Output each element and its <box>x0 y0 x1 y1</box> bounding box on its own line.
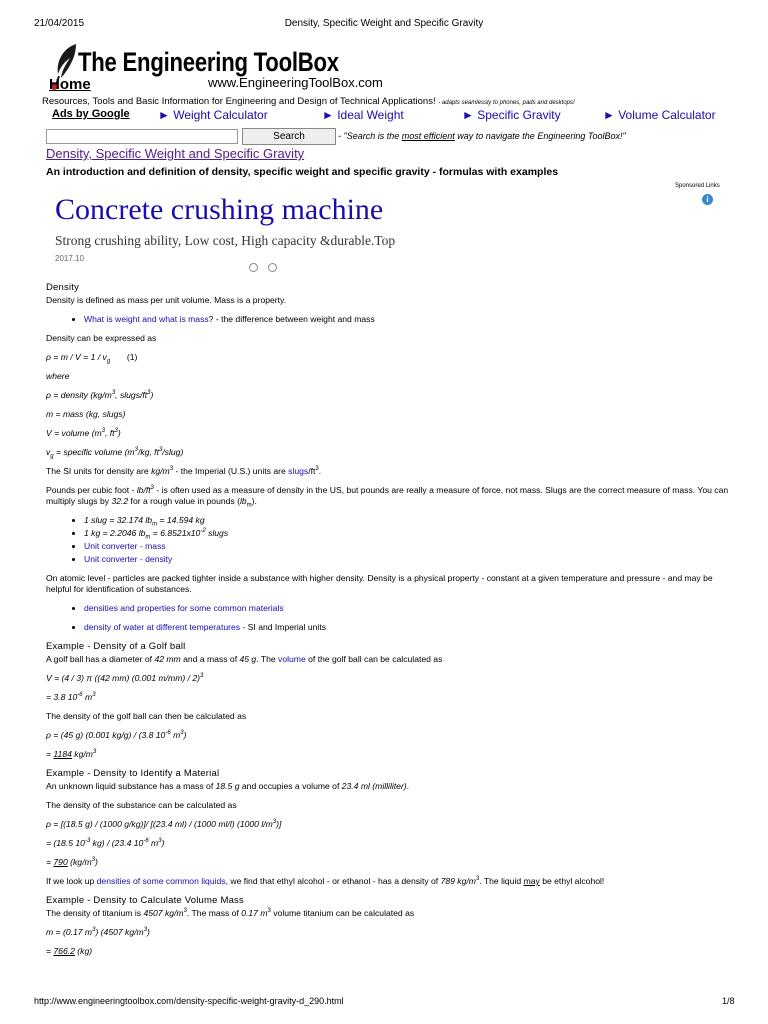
golf-density-result: = 1184 $kg/m^3$ <box>46 749 97 759</box>
nav-ideal-weight[interactable]: ► Ideal Weight <box>322 108 404 122</box>
home-link[interactable]: Home <box>49 76 91 93</box>
equation-1: $\rho = m / V = 1 / v_g$ (1) <box>46 352 138 365</box>
atomic-text: On atomic level - particles are packed tighter inside a substance with higher density. Density is a physical property - constant at a given temperature and pressure - and may be helpful for identification of substances. <box>46 573 713 594</box>
list-item <box>84 541 736 552</box>
nav-specific-gravity[interactable]: ► Specific Gravity <box>462 108 561 122</box>
identify-eq1: ρ = [(18.5 g) / (1000 g/kg)]/ [(23.4 ml) / (1000 ml/l) (1000 $l/m^3$)] <box>46 819 282 829</box>
nav-weight-calculator[interactable]: ► Weight Calculator <box>158 108 268 122</box>
tagline-note: - adapts seamlessly to phones, pads and desktops! <box>438 100 575 106</box>
site-header <box>40 42 740 94</box>
site-url: www.EngineeringToolBox.com <box>208 75 383 90</box>
link-unit-converter-density[interactable]: Unit converter - density <box>84 554 173 564</box>
list-item: • density of water at different temperatures - SI and Imperial units <box>84 622 736 633</box>
density-expressed: Density can be expressed as <box>46 333 157 343</box>
ad-info-icon[interactable]: i <box>702 194 713 205</box>
def-specific-volume: $v_g$ = specific volume ($m^3/kg$, $ft^3/slug$) <box>46 447 184 460</box>
site-tagline <box>42 96 575 107</box>
si-units-text: The SI units for density are $kg/m^3$ - the Imperial (U.S.) units are slugs/$ft^3$. <box>46 466 322 476</box>
def-mass: m = mass (kg, slugs) <box>46 409 126 419</box>
tagline-text: Resources, Tools and Basic Information for Engineering and Design of Technical Applications! <box>42 96 436 107</box>
search-hint: - "Search is the most efficient way to navigate the Engineering ToolBox!" <box>338 131 626 141</box>
nav-volume-calculator[interactable]: ► Volume Calculator <box>603 108 716 122</box>
sponsored-links-label: Sponsored Links <box>675 183 720 189</box>
link-water-density[interactable]: density of water at different temperatures <box>84 622 241 632</box>
list-item: • 1 kg = 2.2046 $lb_m = 6.8521x10^{-2}$ slugs <box>84 528 736 539</box>
ad-clipped-text: 2017.10 <box>55 254 84 263</box>
conversion-list <box>46 515 736 565</box>
golf-volume-result: = 3.8 $10^{-6}$ $m^3$ <box>46 692 96 702</box>
def-density: ρ = density ($kg/m^3$, slugs/$ft^3$) <box>46 390 154 400</box>
site-brand[interactable]: The Engineering ToolBox <box>78 47 339 77</box>
ads-by-google-label[interactable]: Ads by Google <box>52 108 130 120</box>
volume-mass-eq2: = 766.2 (kg) <box>46 946 93 956</box>
weight-mass-list <box>46 314 736 325</box>
ad-links-bar <box>0 108 768 126</box>
identify-calc: The density of the substance can be calculated as <box>46 800 237 810</box>
volume-mass-text: The density of titanium is 4507 $kg/m^3$. The mass of 0.17 $m^3$ volume titanium can be calculated as <box>46 908 415 918</box>
print-date: 21/04/2015 <box>34 18 85 29</box>
link-weight-mass[interactable]: What is weight and what is mass <box>84 314 209 324</box>
where-label: where <box>46 371 70 381</box>
density-heading: Density <box>46 282 80 293</box>
print-title: Density, Specific Weight and Specific Gravity <box>284 18 484 29</box>
carousel-dot-icon[interactable] <box>249 263 258 272</box>
search-button[interactable]: Search <box>242 128 336 145</box>
identify-heading: Example - Density to Identify a Material <box>46 768 220 779</box>
golf-volume-eq: V = (4 / 3) π ((42 mm) (0.001 m/mm) / 2)$^3$ <box>46 673 204 683</box>
ad-subtitle[interactable]: Strong crushing ability, Low cost, High capacity &durable.Top <box>55 233 396 248</box>
article-body <box>46 282 736 965</box>
golf-density-eq: ρ = (45 g) (0.001 kg/g) / (3.8 $10^{-6}$ $m^3$) <box>46 730 187 740</box>
page-title[interactable]: Density, Specific Weight and Specific Gravity <box>46 146 305 161</box>
carousel-dot-icon[interactable] <box>268 263 277 272</box>
page-intro: An introduction and definition of density, specific weight and specific gravity - formulas with examples <box>46 166 559 178</box>
def-volume: V = volume ($m^3$, $ft^3$) <box>46 428 121 438</box>
list-item <box>84 603 736 614</box>
list-item: • What is weight and what is mass? - the difference between weight and mass <box>84 314 736 325</box>
golf-then: The density of the golf ball can then be calculated as <box>46 711 247 721</box>
list-item <box>84 554 736 565</box>
pounds-text: Pounds per cubic foot - $lb/ft^3$ - is often used as a measure of density in the US, but pounds are really a measure of force, not mass. Slugs are the correct measure of mass. You can multiply slugs by 32.2 for a rough value in pounds $(lb_m)$. <box>46 485 729 509</box>
identify-eq3: = 790 $(kg/m^3)$ <box>46 857 98 867</box>
list-item: • 1 slug = 32.174 $lb_m = 14.594$ kg <box>84 515 736 526</box>
ad-carousel-dots[interactable] <box>249 259 287 277</box>
ad-title[interactable]: Concrete crushing machine <box>55 193 384 226</box>
footer-url: http://www.engineeringtoolbox.com/density-specific-weight-gravity-d_290.html <box>34 996 344 1006</box>
density-definition: Density is defined as mass per unit volume. Mass is a property. <box>46 295 287 305</box>
link-common-liquids[interactable]: densities of some common liquids <box>96 876 226 886</box>
related-links-list <box>46 603 736 633</box>
link-slugs[interactable]: slugs <box>288 466 309 476</box>
volume-mass-eq1: m = (0.17 $m^3$) (4507 $kg/m^3$) <box>46 927 150 937</box>
link-volume[interactable]: volume <box>278 654 306 664</box>
link-common-materials[interactable]: densities and properties for some common materials <box>84 603 284 613</box>
link-unit-converter-mass[interactable]: Unit converter - mass <box>84 541 166 551</box>
search-input[interactable] <box>46 129 238 144</box>
golf-text: A golf ball has a diameter of 42 mm and a mass of 45 g. The volume of the golf ball can be calculated as <box>46 654 443 664</box>
volume-mass-heading: Example - Density to Calculate Volume Mass <box>46 895 244 906</box>
identify-lookup: If we look up densities of some common liquids, we find that ethyl alcohol - or ethanol - has a density of 789 $kg/m^3$. The liquid may be ethyl alcohol! <box>46 876 605 886</box>
identify-eq2: = (18.5 $10^{-3}$ kg) / (23.4 $10^{-6}$ $m^3$) <box>46 838 165 848</box>
golf-heading: Example - Density of a Golf ball <box>46 641 186 652</box>
identify-text: An unknown liquid substance has a mass of 18.5 g and occupies a volume of 23.4 ml (milliliter). <box>46 781 410 791</box>
page-number: 1/8 <box>722 996 735 1006</box>
